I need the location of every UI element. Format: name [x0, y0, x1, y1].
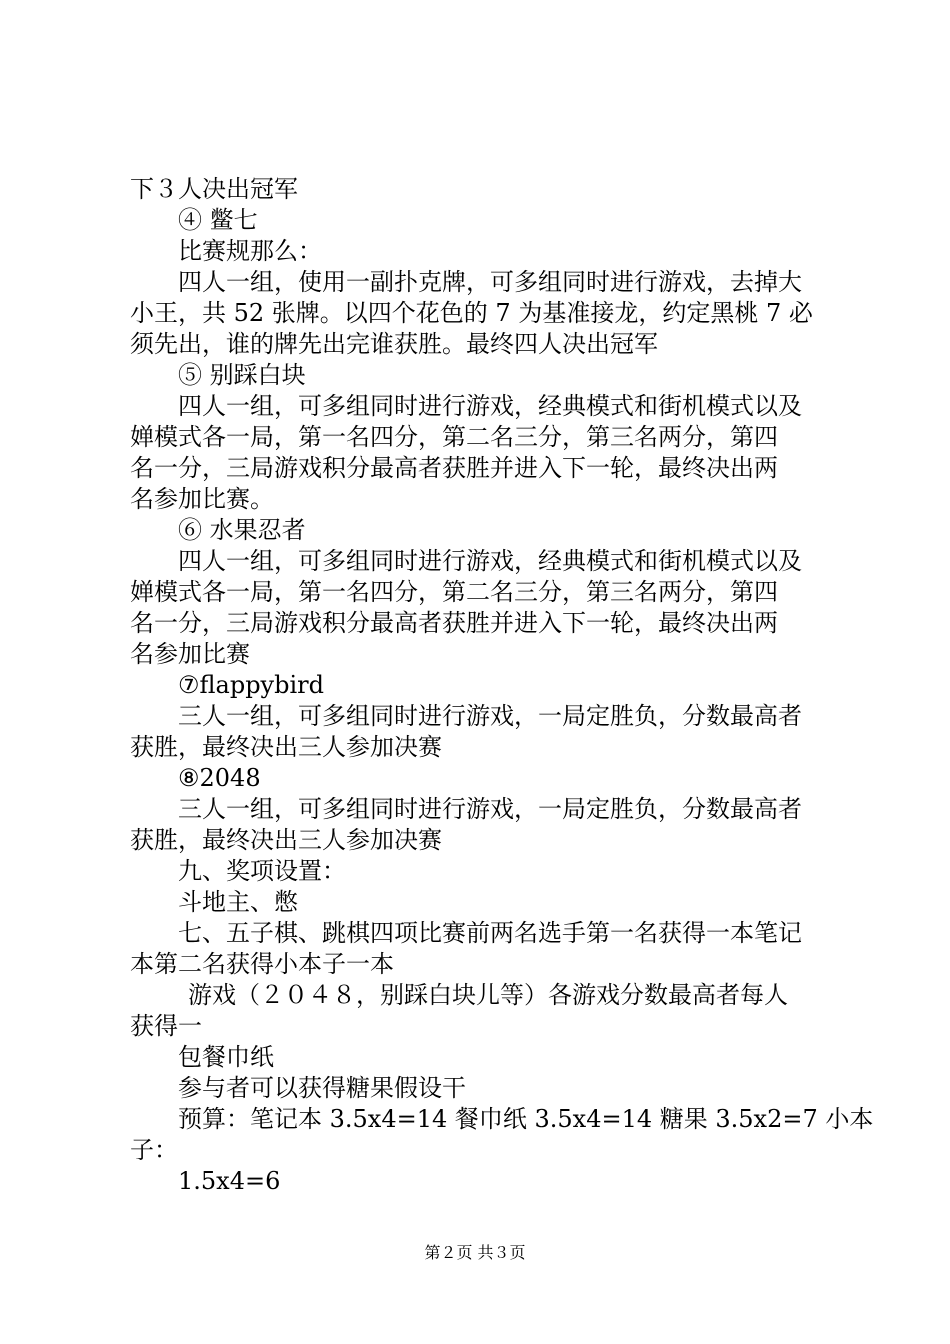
text-line: 须先出，谁的牌先出完谁获胜。最终四人决出冠军: [130, 330, 658, 358]
section-heading: ⑦flappybird: [178, 671, 324, 699]
text-line: 小王，共 52 张牌。以四个花色的 7 为基准接龙，约定黑桃 7 必: [130, 299, 813, 327]
text-line: 1.5x4=6: [178, 1167, 281, 1195]
text-line: 获得一: [130, 1012, 202, 1040]
text-line: 名一分，三局游戏积分最高者获胜并进入下一轮，最终决出两: [130, 609, 778, 637]
text-line: 游戏（２０４８，别踩白块儿等）各游戏分数最高者每人: [188, 981, 788, 1009]
text-line: 四人一组，可多组同时进行游戏，经典模式和街机模式以及: [178, 392, 802, 420]
text-line: 名参加比赛。: [130, 485, 274, 513]
text-line: 下３人决出冠军: [130, 175, 298, 203]
page-number-footer: 第２页 共３页: [424, 1243, 526, 1262]
text-line: 三人一组，可多组同时进行游戏，一局定胜负，分数最高者: [178, 702, 802, 730]
text-line: 比赛规那么：: [178, 237, 322, 265]
text-line: 四人一组，使用一副扑克牌，可多组同时进行游戏，去掉大: [178, 268, 802, 296]
text-line: 包餐巾纸: [178, 1043, 274, 1071]
text-line: 三人一组，可多组同时进行游戏，一局定胜负，分数最高者: [178, 795, 802, 823]
text-line: 四人一组，可多组同时进行游戏，经典模式和街机模式以及: [178, 547, 802, 575]
text-line: 获胜，最终决出三人参加决赛: [130, 826, 442, 854]
document-body: [130, 174, 874, 1197]
text-line: 婵模式各一局，第一名四分，第二名三分，第三名两分，第四: [130, 578, 778, 606]
section-heading: ⑥ 水果忍者: [178, 516, 306, 544]
text-line: 预算：笔记本 3.5x4=14 餐巾纸 3.5x4=14 糖果 3.5x2=7 小本: [178, 1105, 874, 1133]
section-heading: 九、奖项设置：: [178, 857, 346, 885]
text-line: 参与者可以获得糖果假设干: [178, 1074, 466, 1102]
text-line: 名一分，三局游戏积分最高者获胜并进入下一轮，最终决出两: [130, 454, 778, 482]
section-heading: ⑤ 别踩白块: [178, 361, 306, 389]
section-heading: ⑧2048: [178, 764, 261, 792]
text-line: 子：: [130, 1136, 178, 1164]
text-line: 获胜，最终决出三人参加决赛: [130, 733, 442, 761]
text-line: 七、五子棋、跳棋四项比赛前两名选手第一名获得一本笔记: [178, 919, 802, 947]
section-heading: ④ 鳖七: [178, 206, 258, 234]
text-line: 婵模式各一局，第一名四分，第二名三分，第三名两分，第四: [130, 423, 778, 451]
text-line: 斗地主、憋: [178, 888, 298, 916]
text-line: 本第二名获得小本子一本: [130, 950, 394, 978]
text-line: 名参加比赛: [130, 640, 250, 668]
